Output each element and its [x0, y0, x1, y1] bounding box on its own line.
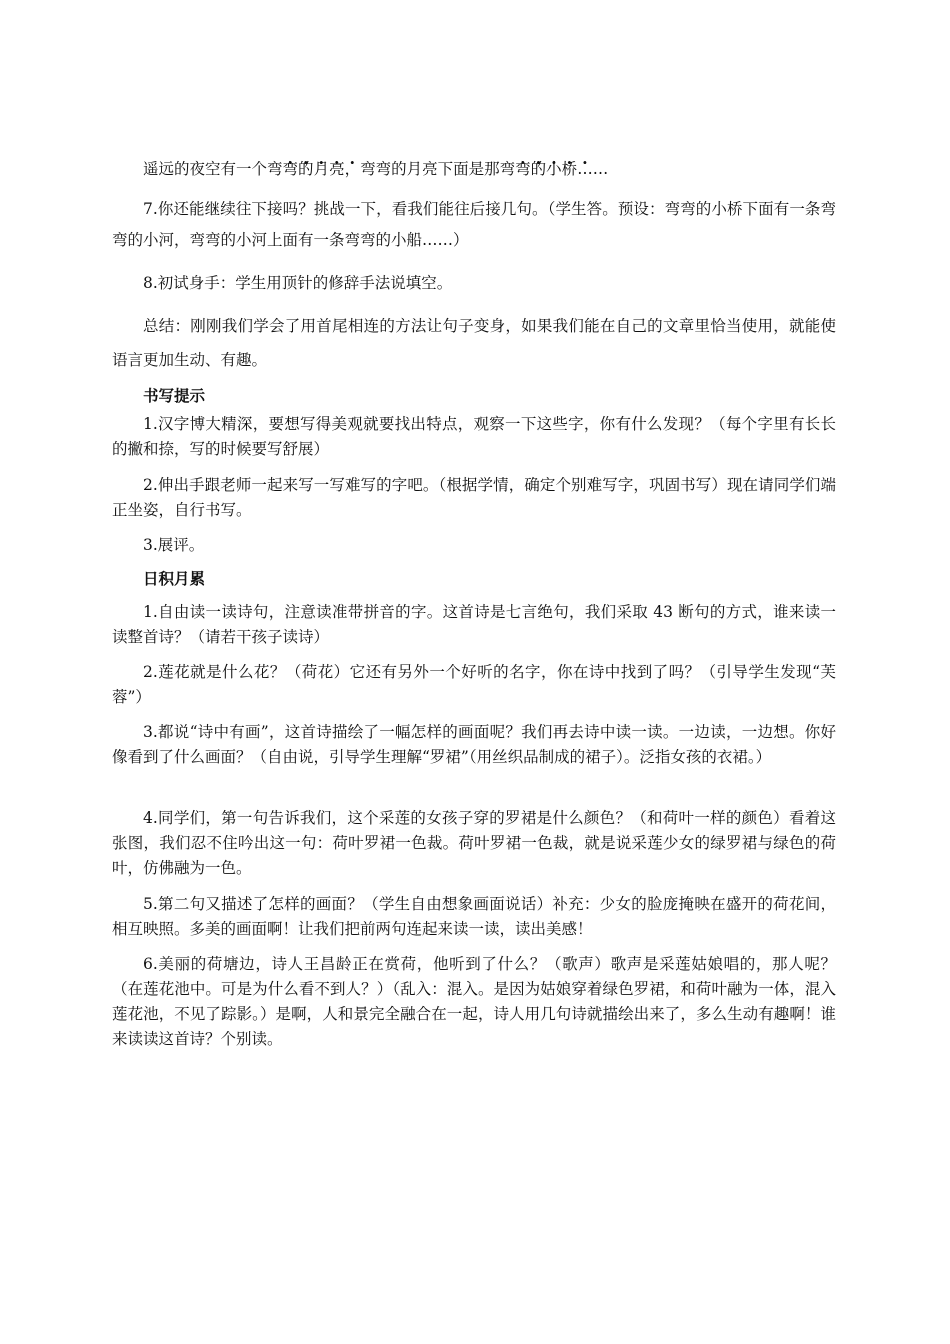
p1-mid: ，弯弯的月亮下面是那 [344, 160, 500, 178]
emphasis-dot-char: 弯 [282, 160, 299, 178]
paragraph-accumulation-5: 5.第二句又描述了怎样的画面？（学生自由想象画面说话）补充：少女的脸庞掩映在盛开的荷花间，相互映照。多美的画面啊！让我们把前两句连起来读一读，读出美感！ [112, 895, 836, 938]
paragraph-summary: 总结：刚刚我们学会了用首尾相连的方法让句子变身，如果我们能在自己的文章里恰当使用，就能使语言更加生动、有趣。 [112, 317, 836, 369]
p1-pre: 遥远的夜空有一个 [143, 160, 268, 178]
paragraph-item-8: 8.初试身手：学生用顶针的修辞手法说填空。 [143, 274, 453, 292]
paragraph-accumulation-2: 2.莲花就是什么花？（荷花）它还有另外一个好听的名字，你在诗中找到了吗？（引导学生发现“芙蓉”） [112, 663, 836, 706]
paragraph-item-7: 7.你还能继续往下接吗？挑战一下，看我们能往后接几句。（学生答。预设：弯弯的小桥下面有一条弯弯的小河，弯弯的小河上面有一条弯弯的小船……） [112, 200, 836, 249]
emphasis-dot-char: 亮 [329, 160, 345, 178]
emphasis-dot-char: 月 [313, 160, 330, 178]
emphasis-dot-char: 桥 [561, 160, 578, 178]
emphasis-dot-char: 弯 [267, 160, 283, 178]
paragraph-writing-3: 3.展评。 [143, 536, 205, 554]
emphasized-phrase-moon [267, 160, 345, 178]
paragraph-writing-1: 1.汉字博大精深，要想写得美观就要找出特点，观察一下这些字，你有什么发现？（每个字里有长长的撇和捺，写的时候要写舒展） [112, 415, 836, 458]
emphasis-dot-char: 小 [546, 160, 562, 178]
emphasis-dot-char: 的 [530, 160, 547, 178]
section-heading-accumulation: 日积月累 [143, 570, 206, 588]
paragraph-accumulation-6: 6.美丽的荷塘边，诗人王昌龄正在赏荷，他听到了什么？（歌声）歌声是采莲姑娘唱的，那人呢？（在莲花池中。可是为什么看不到人？）（乱入：混入。是因为姑娘穿着绿色罗裙，和荷叶融为一体，混入莲花池，不见了踪影。）是啊，人和景完全融合在一起，诗人用几句诗就描绘出来了，多么生动有趣啊！谁来读读这首诗？个别读。 [112, 955, 836, 1048]
paragraph-accumulation-1: 1.自由读一读诗句，注意读准带拼音的字。这首诗是七言绝句，我们采取 43 断句的方式，谁来读一读整首诗？（请若干孩子读诗） [112, 603, 836, 646]
paragraph-writing-2: 2.伸出手跟老师一起来写一写难写的字吧。（根据学情，确定个别难写字，巩固书写）现在请同学们端正坐姿，自行书写。 [112, 476, 836, 519]
emphasis-dot-char: 弯 [515, 160, 531, 178]
section-heading-writing-tips: 书写提示 [143, 387, 206, 405]
p1-post: …… [577, 160, 609, 178]
paragraph-accumulation-3: 3.都说“诗中有画”，这首诗描绘了一幅怎样的画面呢？我们再去诗中读一读。一边读，一边想。你好像看到了什么画面？（自由说，引导学生理解“罗裙”（用丝织品制成的裙子）。泛指女孩的衣裙。） [112, 723, 836, 766]
paragraph-moon-bridge [112, 156, 836, 182]
paragraph-accumulation-4: 4.同学们，第一句告诉我们，这个采莲的女孩子穿的罗裙是什么颜色？（和荷叶一样的颜色）看着这张图，我们忍不住吟出这一句：荷叶罗裙一色裁。荷叶罗裙一色裁，就是说采莲少女的绿罗裙与绿色的荷叶，仿佛融为一色。 [112, 809, 836, 877]
emphasized-phrase-bridge [500, 160, 578, 178]
emphasis-dot-char: 的 [298, 160, 314, 178]
emphasis-dot-char: 弯 [499, 160, 516, 178]
